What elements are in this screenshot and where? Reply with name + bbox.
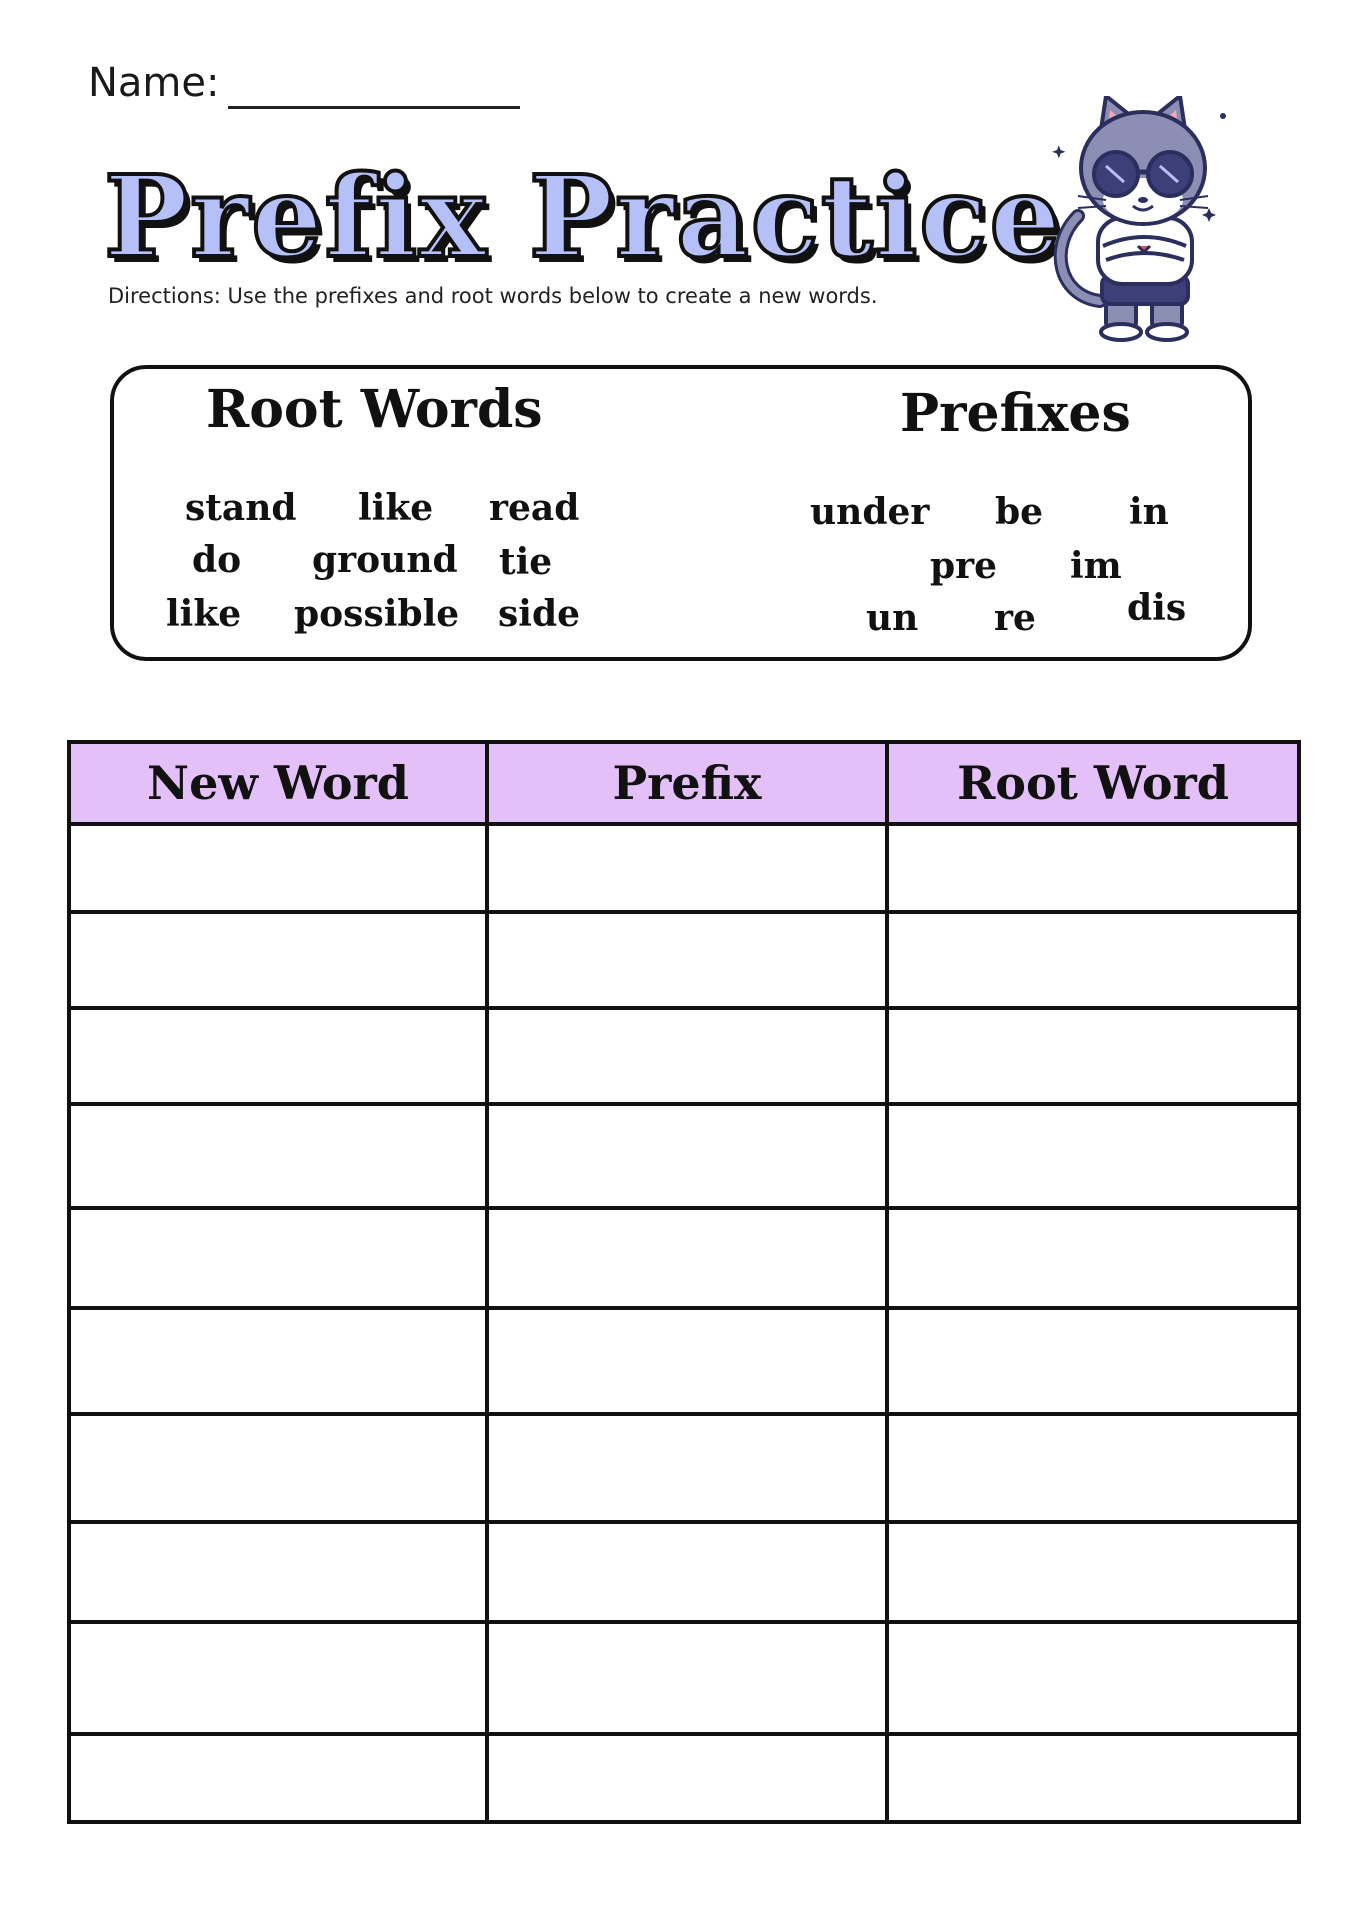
root-word: tie [499, 541, 553, 583]
new-word-cell[interactable] [69, 1104, 487, 1208]
name-blank-line[interactable] [228, 106, 520, 109]
name-label: Name: [88, 60, 220, 106]
root-word-cell[interactable] [887, 1522, 1299, 1622]
prefix-cell[interactable] [487, 1734, 887, 1822]
prefix-word: pre [930, 545, 998, 587]
root-words-heading: Root Words [206, 379, 543, 440]
table-row [69, 1104, 1299, 1208]
root-word-cell[interactable] [887, 1104, 1299, 1208]
prefix-cell[interactable] [487, 1104, 887, 1208]
directions-text: Directions: Use the prefixes and root words below to create a new words. [108, 284, 878, 308]
root-word: side [498, 593, 581, 635]
new-word-cell[interactable] [69, 1414, 487, 1522]
root-word: like [166, 593, 242, 635]
root-word-cell[interactable] [887, 1734, 1299, 1822]
root-word: ground [312, 539, 458, 581]
prefix-cell[interactable] [487, 824, 887, 912]
prefix-cell[interactable] [487, 1008, 887, 1104]
new-word-cell[interactable] [69, 1008, 487, 1104]
prefix-cell[interactable] [487, 1208, 887, 1308]
prefix-word: un [866, 597, 919, 639]
new-word-cell[interactable] [69, 1734, 487, 1822]
table-row [69, 1734, 1299, 1822]
root-word-column-header: Root Word [887, 742, 1299, 824]
table-row [69, 1308, 1299, 1414]
root-word-cell[interactable] [887, 1414, 1299, 1522]
answer-table [67, 740, 1301, 1824]
new-word-cell[interactable] [69, 1522, 487, 1622]
root-word-cell[interactable] [887, 824, 1299, 912]
table-row [69, 1622, 1299, 1734]
prefix-column-header: Prefix [487, 742, 887, 824]
prefix-word: re [994, 597, 1036, 639]
root-word: like [358, 487, 434, 529]
prefix-word: in [1129, 491, 1169, 533]
new-word-cell[interactable] [69, 1308, 487, 1414]
root-word-cell[interactable] [887, 1008, 1299, 1104]
page-title: Prefix Practice [104, 152, 1063, 283]
new-word-cell[interactable] [69, 1622, 487, 1734]
prefix-cell[interactable] [487, 1622, 887, 1734]
prefix-cell[interactable] [487, 912, 887, 1008]
table-row [69, 824, 1299, 912]
prefix-word: be [995, 491, 1044, 533]
root-word-cell[interactable] [887, 1208, 1299, 1308]
cool-cat-with-sunglasses-icon [1048, 96, 1238, 342]
word-bank-box [110, 365, 1252, 661]
prefix-word: under [810, 491, 930, 533]
prefix-word: dis [1127, 587, 1187, 629]
new-word-cell[interactable] [69, 1208, 487, 1308]
new-word-cell[interactable] [69, 912, 487, 1008]
new-word-column-header: New Word [69, 742, 487, 824]
root-word-cell[interactable] [887, 1308, 1299, 1414]
root-word-cell[interactable] [887, 1622, 1299, 1734]
table-header-row [69, 742, 1299, 824]
table-row [69, 1414, 1299, 1522]
table-row [69, 1008, 1299, 1104]
root-word: do [192, 539, 242, 581]
prefix-word: im [1070, 545, 1122, 587]
prefix-cell[interactable] [487, 1414, 887, 1522]
new-word-cell[interactable] [69, 824, 487, 912]
table-row [69, 1208, 1299, 1308]
prefixes-heading: Prefixes [900, 383, 1131, 444]
root-word: stand [185, 487, 297, 529]
root-word-cell[interactable] [887, 912, 1299, 1008]
prefix-cell[interactable] [487, 1308, 887, 1414]
table-row [69, 1522, 1299, 1622]
table-row [69, 912, 1299, 1008]
prefix-cell[interactable] [487, 1522, 887, 1622]
root-word: possible [294, 593, 460, 635]
root-word: read [489, 487, 580, 529]
